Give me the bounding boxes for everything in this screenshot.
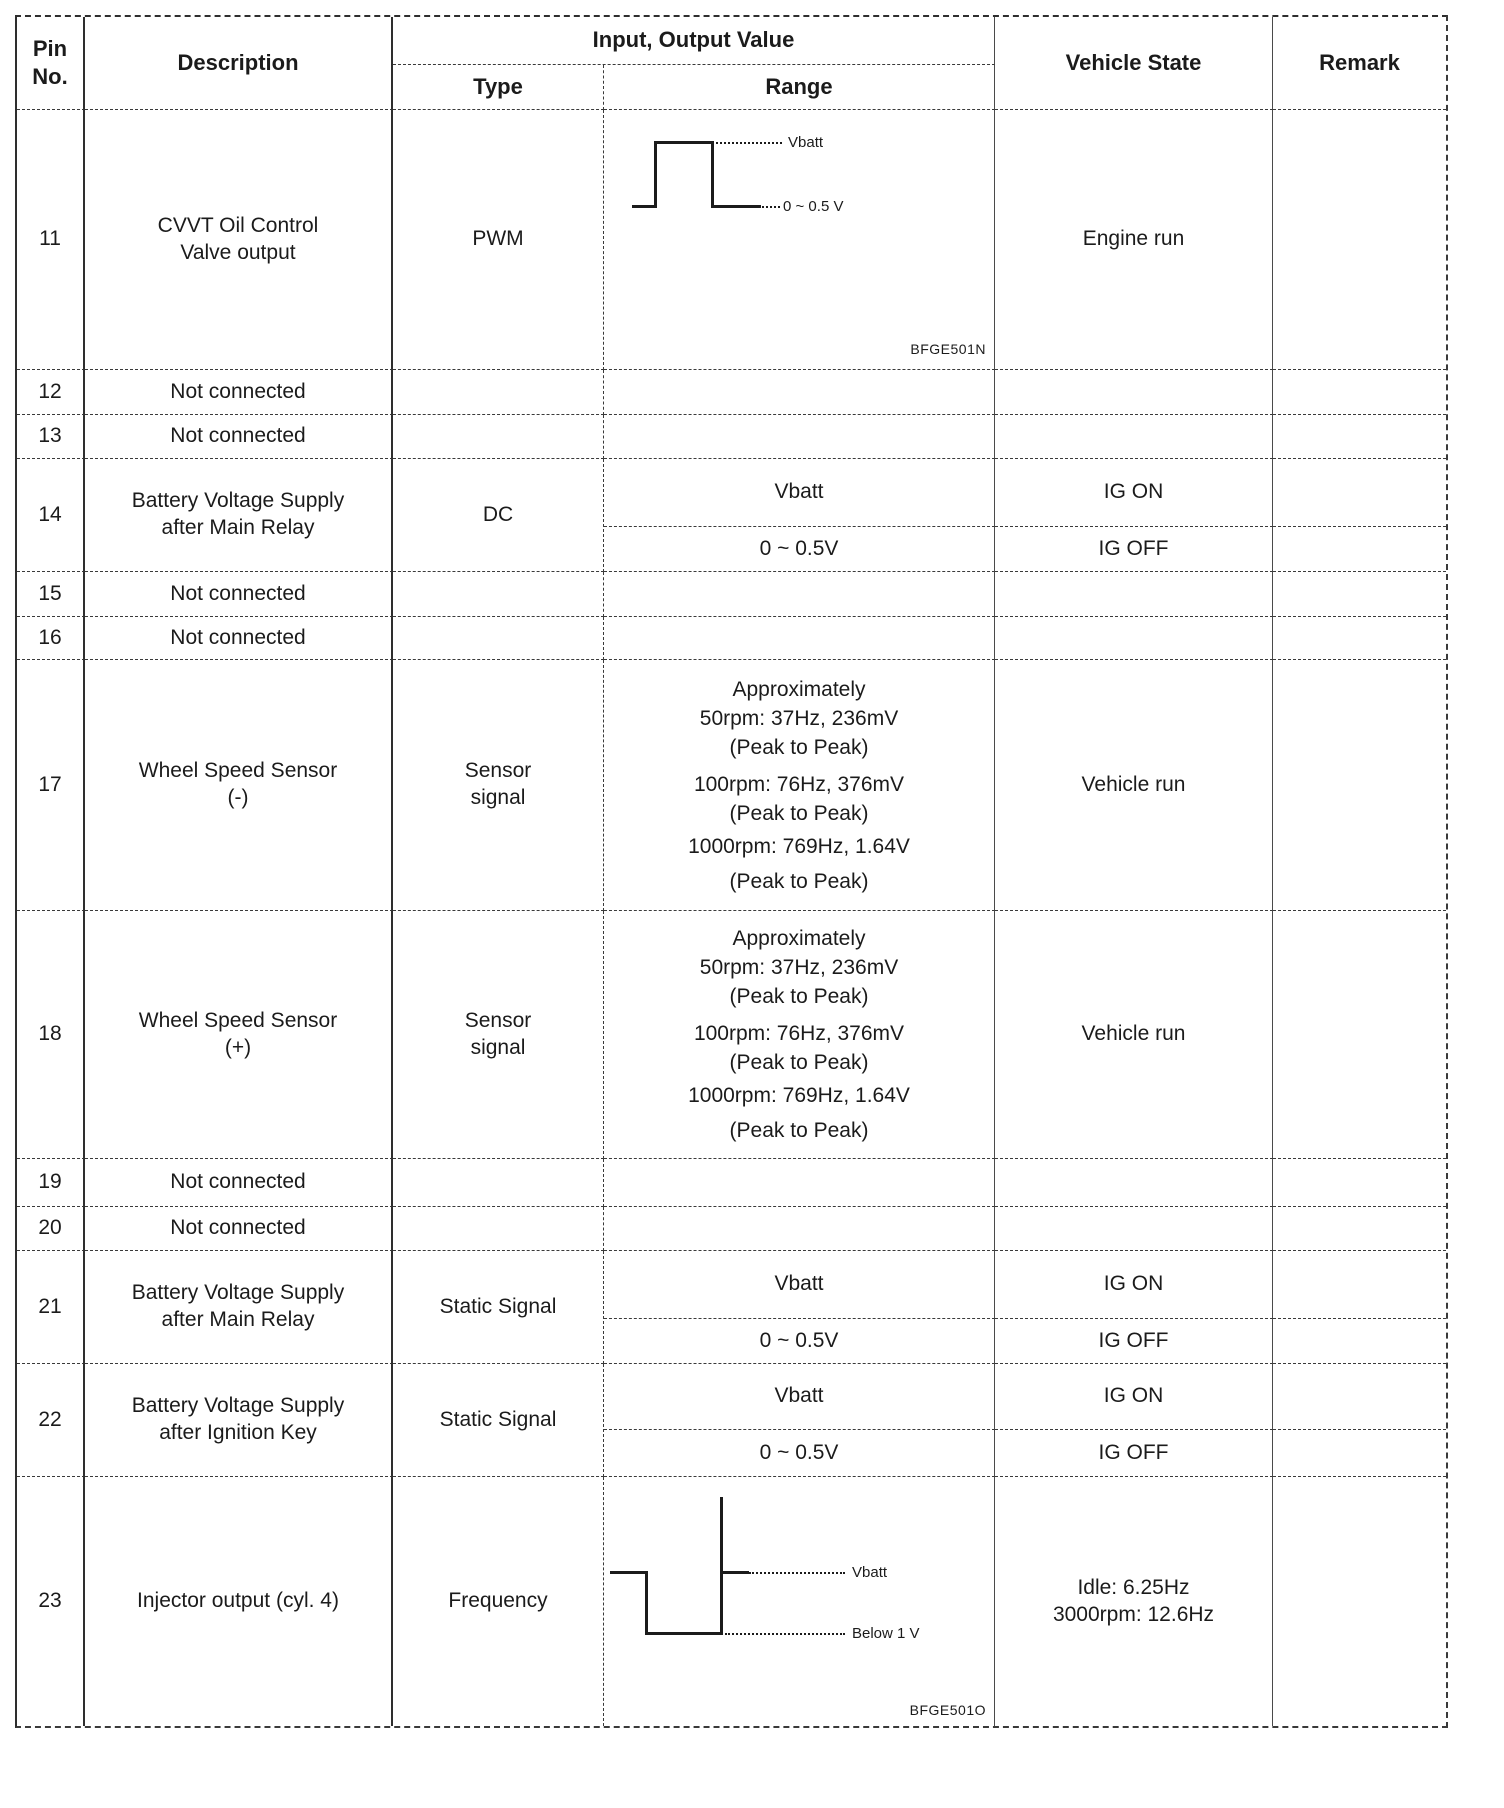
remark-cell	[1273, 572, 1446, 617]
remark-cell	[1273, 1319, 1446, 1364]
vehicle-state-subcell: IG ON	[995, 459, 1273, 527]
waveform-line	[610, 1571, 648, 1574]
vehicle-state-subcell: IG ON	[995, 1251, 1273, 1319]
figure-code: BFGE501N	[910, 341, 986, 358]
range-subcell: 0 ~ 0.5V	[604, 1319, 995, 1364]
type-cell: Static Signal	[393, 1364, 604, 1477]
remark-cell	[1273, 617, 1446, 660]
type-cell	[393, 370, 604, 415]
vehicle-state-subcell: IG OFF	[995, 527, 1273, 572]
pin-cell: 13	[17, 415, 85, 459]
pin-description-table	[15, 15, 1448, 1728]
vehicle-state-subcell: IG ON	[995, 1364, 1273, 1430]
waveform-high-label: Vbatt	[852, 1564, 888, 1581]
vehicle-state-cell	[995, 1207, 1273, 1251]
remark-cell	[1273, 1159, 1446, 1207]
header-type: Type	[393, 65, 604, 110]
range-cell: Approximately 50rpm: 37Hz, 236mV (Peak to Peak) 100rpm: 76Hz, 376mV (Peak to Peak) 1000rpm: 769Hz, 1.64V (Peak to Peak)	[604, 660, 995, 911]
pin-cell: 17	[17, 660, 85, 911]
header-description: Description	[85, 17, 393, 110]
remark-cell	[1273, 1430, 1446, 1477]
pin-cell: 14	[17, 459, 85, 572]
pin-cell: 18	[17, 911, 85, 1159]
remark-cell	[1273, 1477, 1446, 1726]
type-cell: Frequency	[393, 1477, 604, 1726]
pin-cell: 23	[17, 1477, 85, 1726]
description-cell: Battery Voltage Supply after Main Relay	[85, 459, 393, 572]
range-subcell: Vbatt	[604, 459, 995, 527]
waveform-low-label: 0 ~ 0.5 V	[783, 198, 844, 215]
pin-cell: 20	[17, 1207, 85, 1251]
pin-cell: 11	[17, 110, 85, 370]
remark-cell	[1273, 660, 1446, 911]
waveform-line	[711, 205, 761, 208]
range-cell	[604, 1159, 995, 1207]
range-cell	[604, 572, 995, 617]
description-cell: Injector output (cyl. 4)	[85, 1477, 393, 1726]
range-subcell: 0 ~ 0.5V	[604, 527, 995, 572]
description-cell: Not connected	[85, 1207, 393, 1251]
vehicle-state-cell: Engine run	[995, 110, 1273, 370]
vehicle-state-cell: Idle: 6.25Hz 3000rpm: 12.6Hz	[995, 1477, 1273, 1726]
vehicle-state-cell	[995, 572, 1273, 617]
waveform-dotted-leader	[716, 142, 782, 144]
header-remark: Remark	[1273, 17, 1446, 110]
description-cell: CVVT Oil Control Valve output	[85, 110, 393, 370]
range-subcell: 0 ~ 0.5V	[604, 1430, 995, 1477]
waveform-low-label: Below 1 V	[852, 1625, 920, 1642]
waveform-dotted-leader	[762, 206, 780, 208]
range-subcell: Vbatt	[604, 1364, 995, 1430]
waveform-dotted-leader	[725, 1633, 845, 1635]
remark-cell	[1273, 1207, 1446, 1251]
figure-code: BFGE501O	[909, 1702, 986, 1719]
waveform-line	[654, 141, 714, 144]
remark-cell	[1273, 459, 1446, 527]
remark-cell	[1273, 1251, 1446, 1319]
vehicle-state-cell: Vehicle run	[995, 660, 1273, 911]
waveform-line	[632, 205, 656, 208]
vehicle-state-subcell: IG OFF	[995, 1430, 1273, 1477]
pin-cell: 19	[17, 1159, 85, 1207]
type-cell: Sensor signal	[393, 911, 604, 1159]
type-cell: PWM	[393, 110, 604, 370]
description-cell: Not connected	[85, 415, 393, 459]
type-cell: DC	[393, 459, 604, 572]
range-cell	[604, 370, 995, 415]
pin-cell: 16	[17, 617, 85, 660]
type-cell	[393, 1207, 604, 1251]
waveform-line	[645, 1632, 723, 1635]
remark-cell	[1273, 527, 1446, 572]
waveform-high-label: Vbatt	[788, 134, 824, 151]
description-cell: Not connected	[85, 1159, 393, 1207]
remark-cell	[1273, 110, 1446, 370]
header-pin-no-line2: No.	[32, 64, 68, 89]
waveform-spike	[720, 1497, 723, 1635]
vehicle-state-cell	[995, 415, 1273, 459]
range-subcell: Vbatt	[604, 1251, 995, 1319]
vehicle-state-cell: Vehicle run	[995, 911, 1273, 1159]
waveform-line	[711, 141, 714, 208]
pin-cell: 15	[17, 572, 85, 617]
description-cell: Battery Voltage Supply after Ignition Key	[85, 1364, 393, 1477]
description-cell: Not connected	[85, 370, 393, 415]
type-cell	[393, 617, 604, 660]
range-cell-pwm-waveform	[604, 110, 995, 370]
remark-cell	[1273, 1364, 1446, 1430]
range-cell	[604, 415, 995, 459]
header-range: Range	[604, 65, 995, 110]
waveform-line	[645, 1571, 648, 1635]
type-cell	[393, 415, 604, 459]
remark-cell	[1273, 415, 1446, 459]
range-cell: Approximately 50rpm: 37Hz, 236mV (Peak to Peak) 100rpm: 76Hz, 376mV (Peak to Peak) 1000rpm: 769Hz, 1.64V (Peak to Peak)	[604, 911, 995, 1159]
vehicle-state-cell	[995, 1159, 1273, 1207]
header-pin-no-line1: Pin	[32, 35, 68, 61]
description-cell: Not connected	[85, 572, 393, 617]
type-cell: Static Signal	[393, 1251, 604, 1364]
type-cell	[393, 572, 604, 617]
type-cell	[393, 1159, 604, 1207]
pin-cell: 12	[17, 370, 85, 415]
range-cell	[604, 1207, 995, 1251]
range-cell	[604, 617, 995, 660]
description-cell: Battery Voltage Supply after Main Relay	[85, 1251, 393, 1364]
header-vehicle-state: Vehicle State	[995, 17, 1273, 110]
pin-cell: 22	[17, 1364, 85, 1477]
vehicle-state-cell	[995, 617, 1273, 660]
description-cell: Wheel Speed Sensor (+)	[85, 911, 393, 1159]
description-cell: Not connected	[85, 617, 393, 660]
waveform-line	[654, 141, 657, 208]
header-input-output-value: Input, Output Value	[393, 17, 995, 65]
range-cell-frequency-waveform	[604, 1477, 995, 1726]
waveform-dotted-leader	[749, 1572, 845, 1574]
description-cell: Wheel Speed Sensor (-)	[85, 660, 393, 911]
remark-cell	[1273, 370, 1446, 415]
pin-cell: 21	[17, 1251, 85, 1364]
vehicle-state-cell	[995, 370, 1273, 415]
remark-cell	[1273, 911, 1446, 1159]
vehicle-state-subcell: IG OFF	[995, 1319, 1273, 1364]
type-cell: Sensor signal	[393, 660, 604, 911]
header-pin-no	[17, 17, 85, 110]
waveform-line	[720, 1571, 749, 1574]
